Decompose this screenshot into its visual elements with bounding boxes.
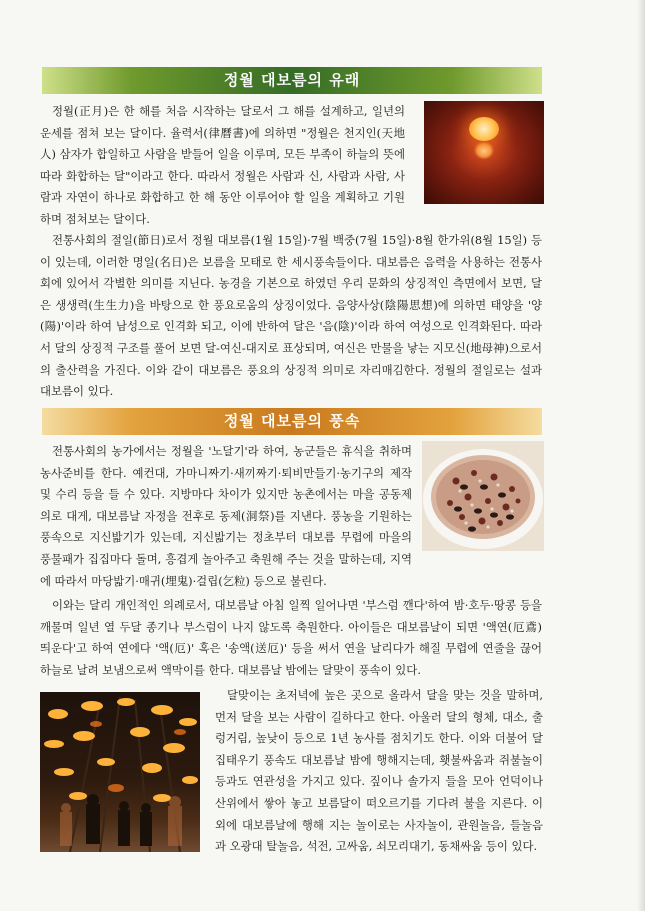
origin-paragraph-2: 전통사회의 절일(節日)로서 정월 대보름(1월 15일)·7월 백중(7월 15일)·8월 한가위(8월 15일) 등이 있는데, 이러한 명일(名日)은 보름을 모태로 한 세시풍속들이다. 대보름은 음력을 사용하는 전통사회에 있어서 각별한 의미를 지닌다. 농경을 기본으로 하였던 우리 문화의 상징적인 측면에서 보면, 달은 생생력(生生力)을 바탕으로 한 풍요로움의 상징이었다. 음양사상(陰陽思想)에 의하면 태양을 '양(陽)'이라 하여 남성으로 인격화 되고, 이에 반하여 달은 '음(陰)'이라 하여 여성으로 인격화된다. 따라서 달의 상징적 구조를 풀어 보면 달-여신-대지로 표상되며, 여신은 만물을 낳는 지모신(地母神)으로서의 출산력을 가진다. 이와 같이 대보름은 풍요의 상징적 의미로 자리매김한다. 정월의 절일로는 설과 대보름이 있다. [40,233,542,399]
ogokbap-rice-photo [422,441,544,551]
section-title-customs: 정월 대보름의 풍속 [42,408,542,435]
torch-festival-photo [40,692,200,852]
customs-paragraph-1: 전통사회의 농가에서는 정월을 '노달기'라 하여, 농군들은 휴식을 취하며 농사준비를 한다. 예컨대, 가마니짜기·새끼짜기·퇴비만들기·농기구의 제작 및 수리 등을 들 수 있다. 지방마다 차이가 있지만 농촌에서는 마을 공동제의로 대게, 대보름날 자정을 전후로 동제(洞祭)를 지낸다. 풍농을 기원하는 풍속으로 지신밟기가 있는데, 지신밟기는 정초부터 대보름 무렵에 마을의 풍물패가 집집마다 돌며, 흥겹게 놀아주고 축원해 주는 것을 말하는데, 지역에 따라서 마당밟기·매귀(埋鬼)·걸립(乞粒) 등으로 불린다. [40,444,412,588]
customs-paragraph-3: 달맞이는 초저녁에 높은 곳으로 올라서 달을 맞는 것을 말하며, 먼저 달을 보는 사람이 길하다고 한다. 아울러 달의 형체, 대소, 출렁거림, 높낮이 등으로 1년 농사를 점치기도 한다. 이와 더불어 달집태우기 풍속도 대보름날 밤에 행해지는데, 횃불싸움과 쥐불놀이 등과도 연관성을 가지고 있다. 짚이나 솔가지 들을 모아 언덕이나 산위에서 쌓아 놓고 보름달이 떠오르기를 기다려 불을 지른다. 이외에 대보름날에 행해 지는 놀이로는 사자놀이, 관원놀음, 들놀음과 오광대 탈놀음, 석전, 고싸움, 쇠모리대기, 동채싸움 등이 있다. [215,688,543,854]
origin-paragraph-1: 정월(正月)은 한 해를 처음 시작하는 달로서 그 해를 설계하고, 일년의 운세를 점쳐 보는 달이다. 율력서(律曆書)에 의하면 "정월은 천지인(天地人) 삼자가 합일하고 사람을 받들어 일을 이루며, 모든 부족이 하늘의 뜻에 따라 화합하는 달"이라고 한다. 따라서 정월은 사람과 신, 사람과 사람, 사람과 자연이 하나로 화합하고 한 해 동안 이루어야 할 일을 계획하고 기원하며 점쳐보는 달이다. [40,104,405,226]
sun-disc [469,117,499,141]
sunset-photo [424,101,544,204]
customs-paragraph-2: 이와는 달리 개인적인 의례로서, 대보름날 아침 일찍 일어나면 '부스럼 깬다'하여 밤·호두·땅콩 등을 깨물며 일년 열 두달 종기나 부스럼이 나지 않도록 축원한다. 아이들은 대보름날이 되면 '액연(厄鳶) 띄운다'고 하여 연에다 '액(厄)' 혹은 '송액(送厄)' 등을 써서 연을 날리다가 해질 무렵에 연줄을 끊어 하늘로 날려 보냄으로써 액막이를 한다. 대보름날 밤에는 달맞이 풍속이 있다. [40,598,542,677]
page-edge [637,0,645,911]
section-title-origin: 정월 대보름의 유래 [42,67,542,94]
